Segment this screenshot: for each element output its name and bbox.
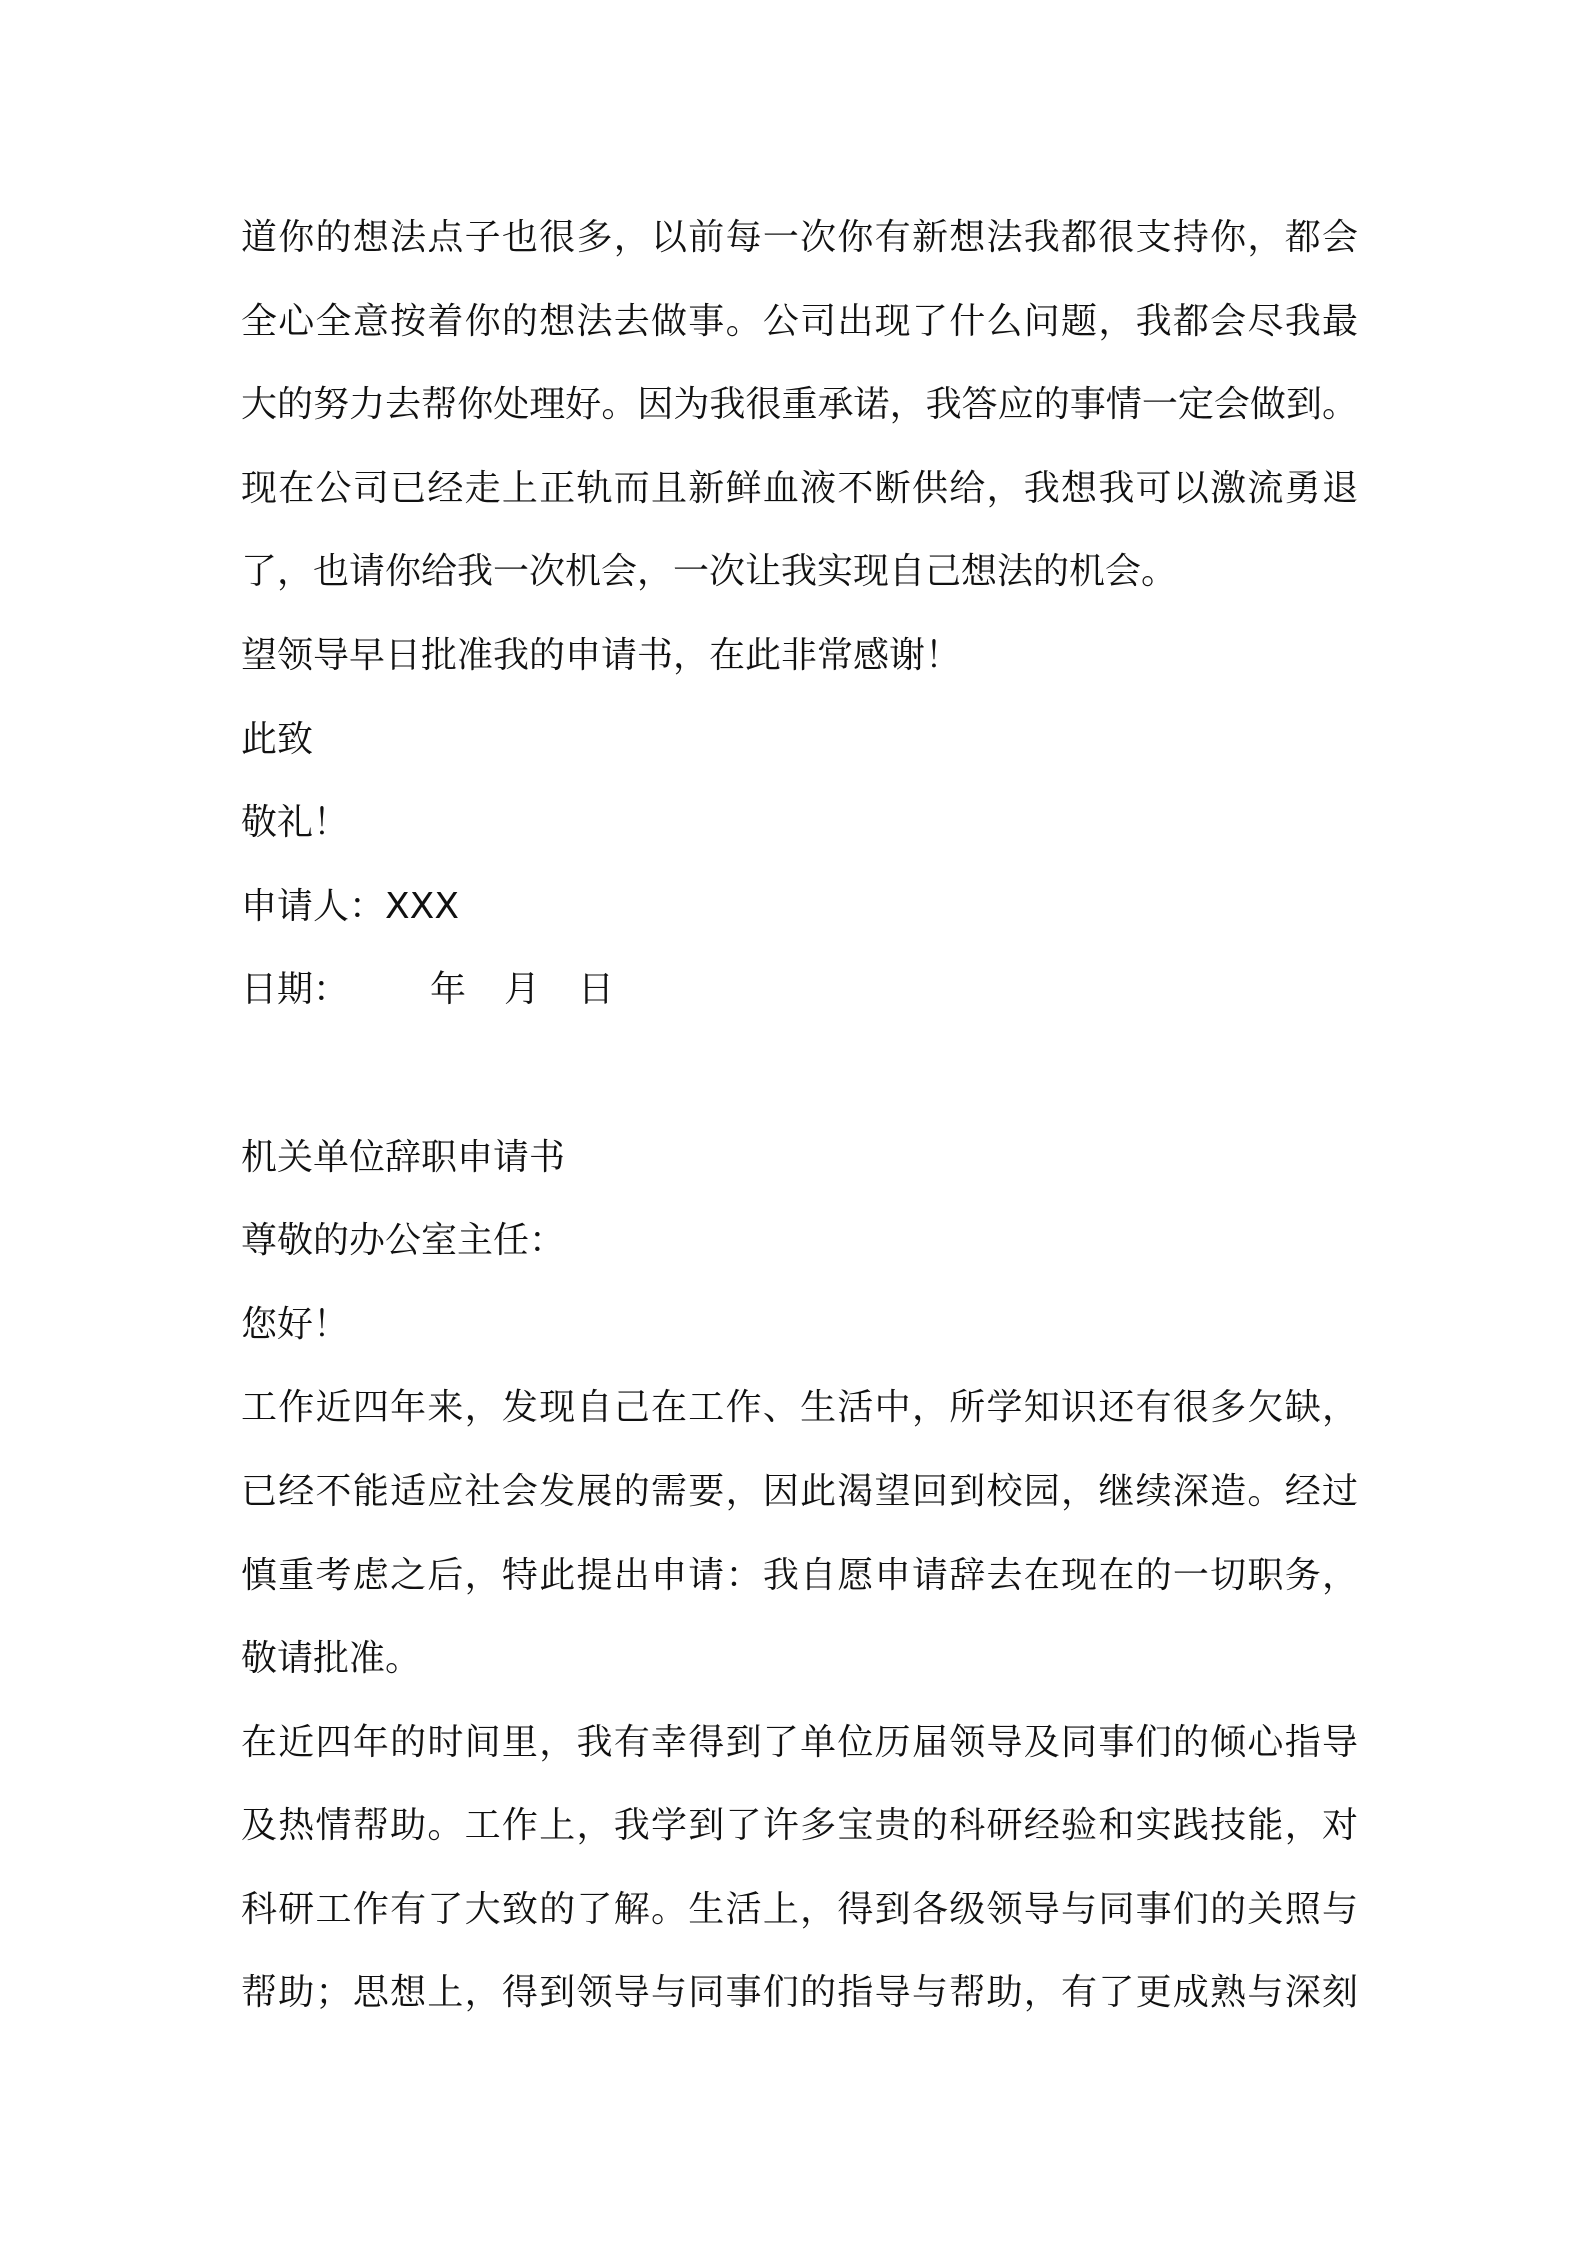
section-title: 机关单位辞职申请书 [241, 1136, 566, 1178]
body-line: 道你的想法点子也很多，以前每一次你有新想法我都很支持你，都会 [241, 217, 1358, 258]
section-gap [241, 1032, 1361, 1116]
greeting: 您好！ [241, 1303, 350, 1345]
date-line [241, 948, 1361, 1032]
applicant-line [241, 865, 1361, 949]
body-line: 帮助；思想上，得到领导与同事们的指导与帮助，有了更成熟与深刻 [241, 1972, 1358, 2014]
date-month: 月 [504, 969, 541, 1011]
salutation: 尊敬的办公室主任： [241, 1220, 566, 1262]
body-line: 工作近四年来，发现自己在工作、生活中，所学知识还有很多欠缺， [241, 1387, 1358, 1429]
date-year: 年 [430, 969, 467, 1011]
body-line: 慎重考虑之后，特此提出申请：我自愿申请辞去在现在的一切职务， [241, 1554, 1358, 1596]
body-line: 已经不能适应社会发展的需要，因此渴望回到校园，继续深造。经过 [241, 1470, 1358, 1512]
body-line: 及热情帮助。工作上，我学到了许多宝贵的科研经验和实践技能，对 [241, 1805, 1358, 1847]
applicant-name: XXX [385, 885, 460, 927]
body-line: 大的努力去帮你处理好。因为我很重承诺，我答应的事情一定会做到。 [241, 384, 1358, 426]
closing-cizhi: 此致 [241, 718, 314, 760]
date-label: 日期： [241, 969, 350, 1011]
document-body [241, 196, 1361, 2035]
body-line: 全心全意按着你的想法去做事。公司出现了什么问题，我都会尽我最 [241, 300, 1358, 342]
applicant-label: 申请人： [241, 885, 386, 927]
body-line: 了，也请你给我一次机会，一次让我实现自己想法的机会。 [241, 551, 1178, 593]
date-day: 日 [578, 969, 615, 1011]
request-line: 望领导早日批准我的申请书，在此非常感谢！ [241, 634, 962, 676]
closing-jingli: 敬礼！ [241, 802, 350, 844]
body-line: 现在公司已经走上正轨而且新鲜血液不断供给，我想我可以激流勇退 [241, 467, 1358, 509]
body-line: 敬请批准。 [241, 1638, 422, 1680]
body-line: 在近四年的时间里，我有幸得到了单位历届领导及同事们的倾心指导 [241, 1721, 1358, 1763]
body-line: 科研工作有了大致的了解。生活上，得到各级领导与同事们的关照与 [241, 1888, 1358, 1930]
